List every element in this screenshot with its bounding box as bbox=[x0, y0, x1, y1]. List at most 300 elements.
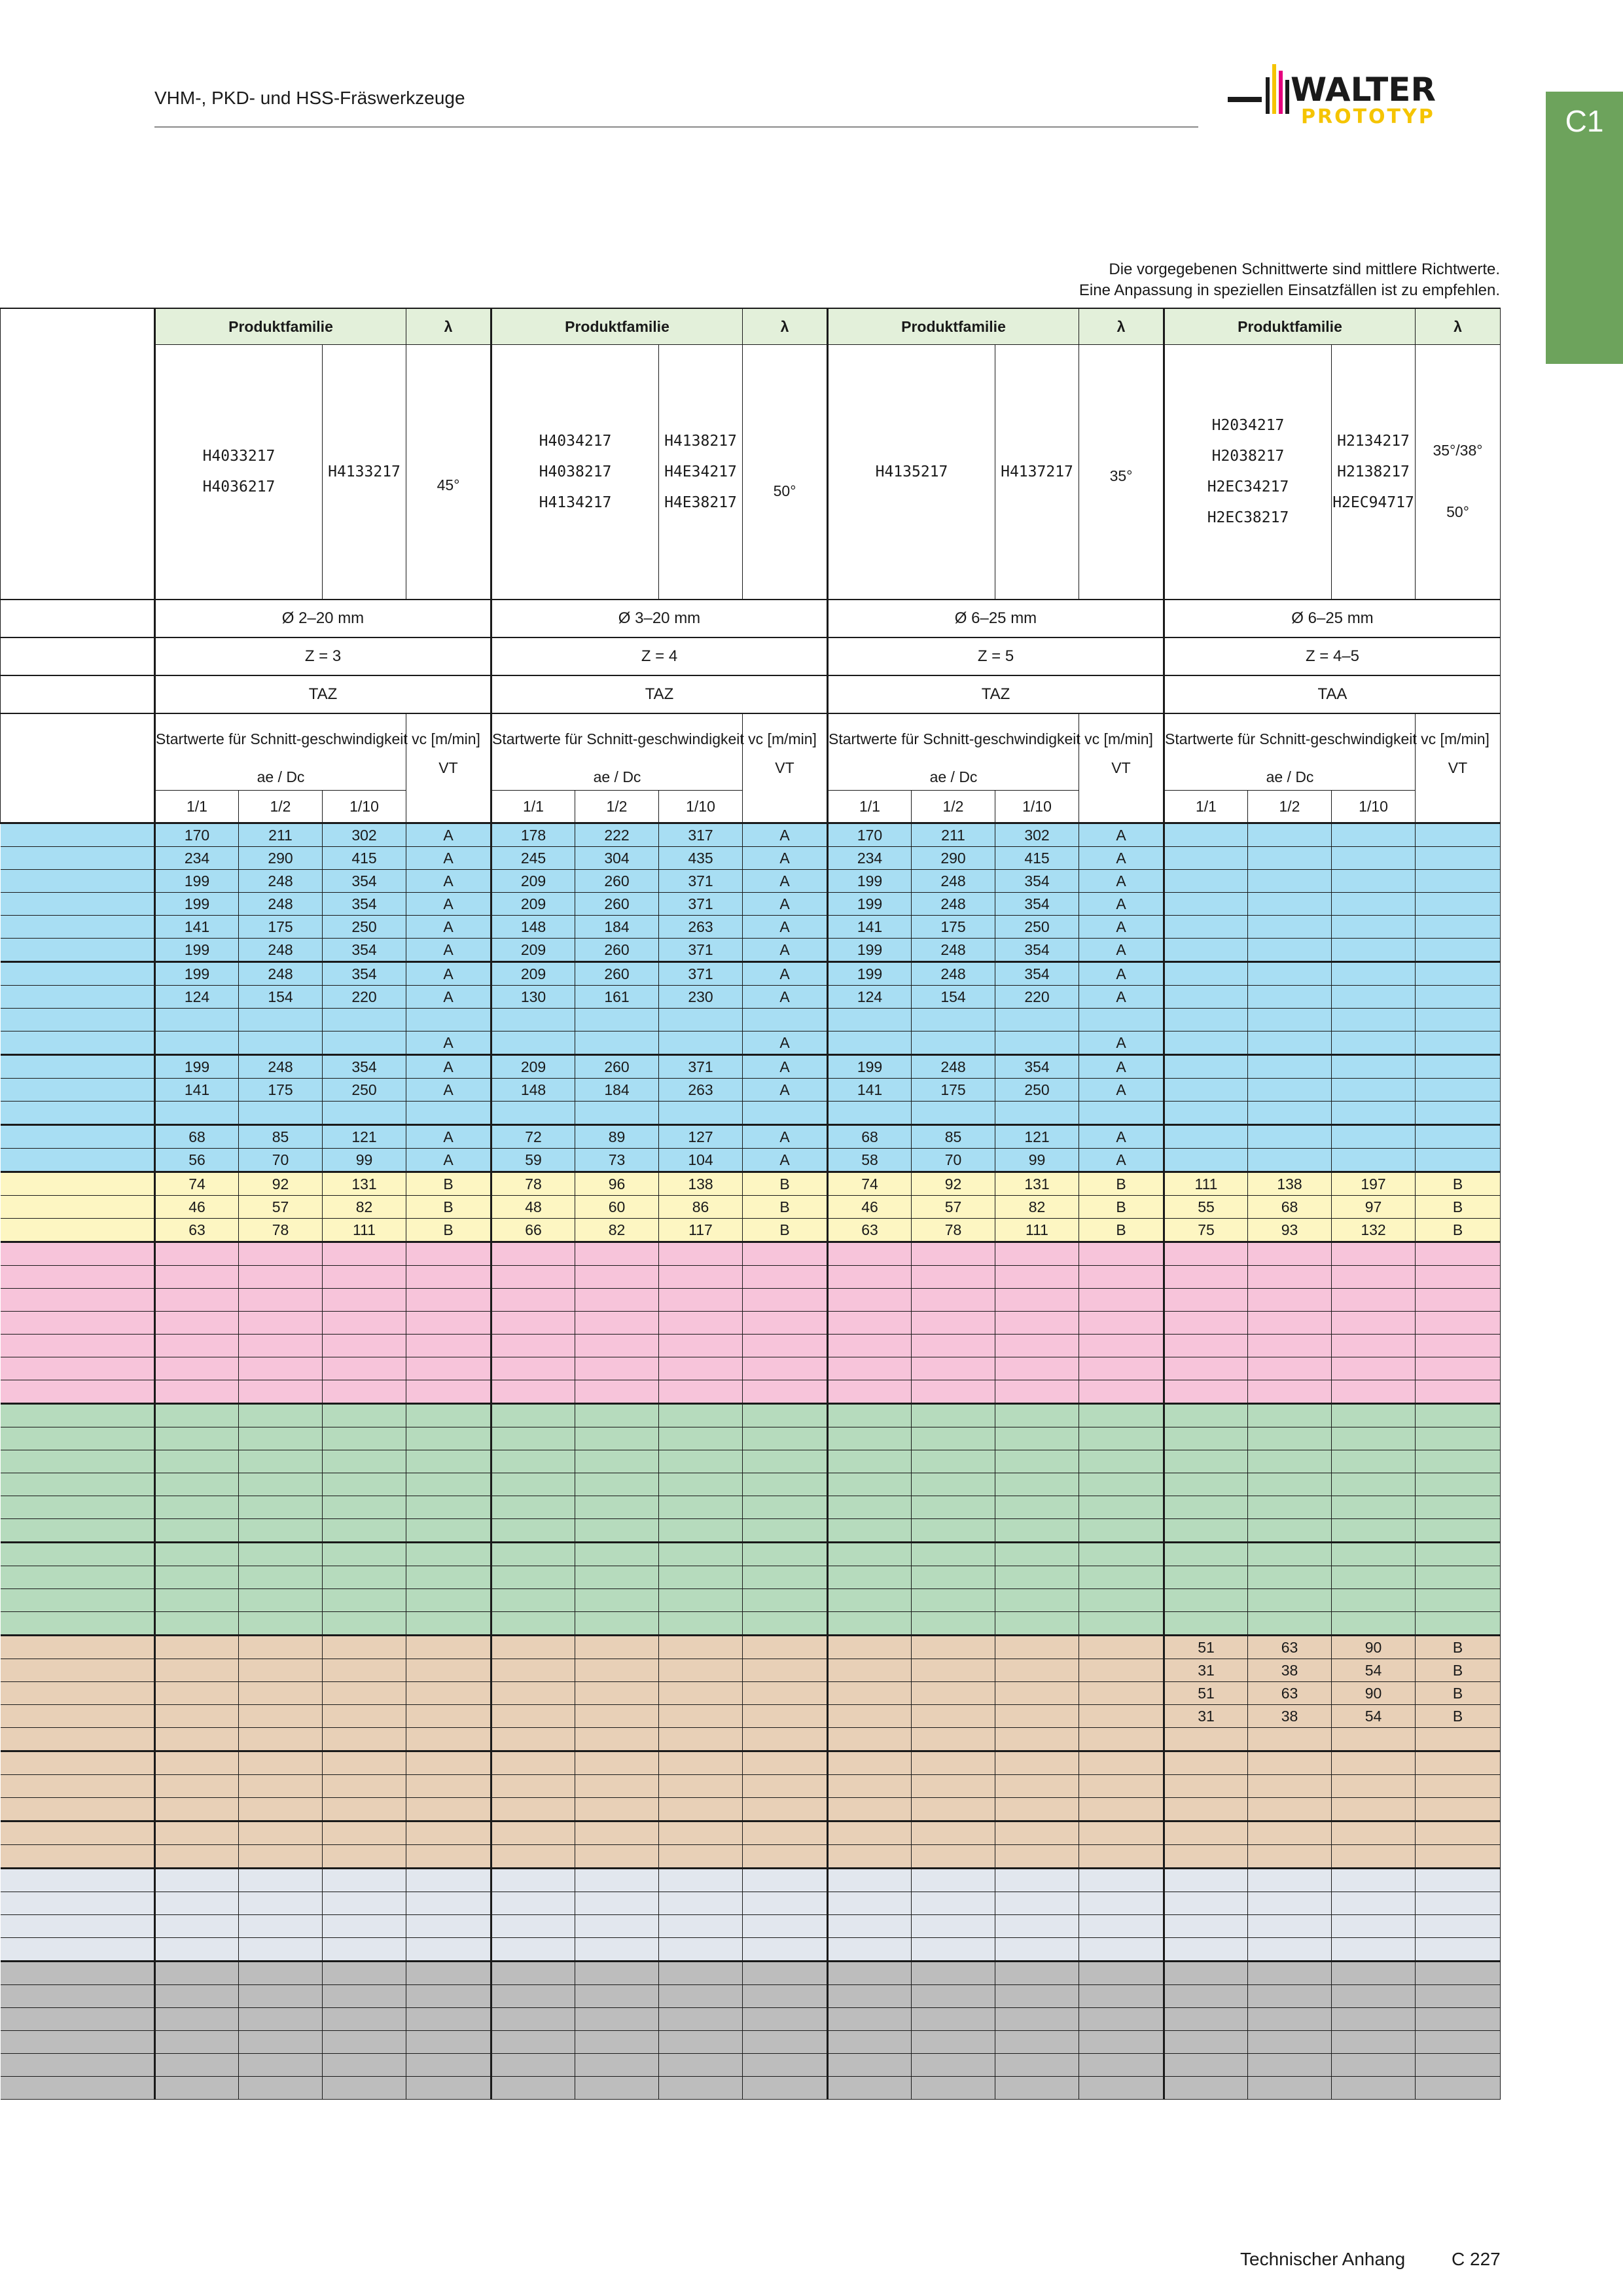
speed-cell bbox=[828, 1751, 912, 1775]
vt-cell bbox=[1079, 1312, 1164, 1335]
speed-cell: 57 bbox=[912, 1196, 995, 1219]
speed-cell bbox=[1248, 847, 1332, 870]
speed-cell: 63 bbox=[828, 1219, 912, 1242]
product-code: H2EC94717 bbox=[1332, 493, 1414, 511]
vt-cell bbox=[1079, 1636, 1164, 1659]
speed-cell: 354 bbox=[323, 962, 406, 986]
vt-cell bbox=[1416, 1149, 1501, 1172]
speed-cell bbox=[491, 1962, 575, 1985]
vt-cell bbox=[743, 1821, 828, 1845]
speed-cell bbox=[155, 1335, 239, 1357]
table-row bbox=[1, 847, 1501, 870]
table-row bbox=[1, 962, 1501, 986]
speed-cell bbox=[1164, 1357, 1248, 1380]
speed-cell bbox=[155, 1612, 239, 1636]
vt-cell bbox=[1416, 1102, 1501, 1125]
vt-header-4: VT bbox=[1416, 713, 1501, 823]
speed-cell bbox=[1164, 1031, 1248, 1055]
speed-cell bbox=[995, 1659, 1079, 1682]
speed-cell bbox=[659, 1357, 743, 1380]
speed-cell: 263 bbox=[659, 1079, 743, 1102]
speed-cell: 89 bbox=[575, 1125, 659, 1149]
speed-cell bbox=[912, 1427, 995, 1450]
vt-cell bbox=[1416, 1242, 1501, 1266]
speed-cell: 63 bbox=[1248, 1682, 1332, 1705]
table-row bbox=[1, 2054, 1501, 2077]
speed-cell bbox=[155, 1869, 239, 1892]
speed-cell bbox=[491, 2031, 575, 2054]
speed-cell: 302 bbox=[995, 823, 1079, 847]
speed-cell bbox=[1164, 2031, 1248, 2054]
speed-cell: 260 bbox=[575, 870, 659, 893]
speed-cell bbox=[1248, 1543, 1332, 1566]
speed-cell bbox=[828, 1915, 912, 1938]
vt-cell bbox=[743, 1380, 828, 1404]
speed-cell bbox=[491, 1728, 575, 1751]
vt-cell bbox=[406, 1242, 491, 1266]
vt-cell bbox=[406, 1380, 491, 1404]
material-row-label bbox=[1, 1196, 155, 1219]
speed-cell bbox=[491, 1519, 575, 1543]
vt-cell: A bbox=[406, 1055, 491, 1079]
speed-cell bbox=[1248, 1266, 1332, 1289]
speed-cell: 175 bbox=[239, 1079, 323, 1102]
speed-cell bbox=[323, 1821, 406, 1845]
speed-cell bbox=[575, 1798, 659, 1821]
speed-cell: 38 bbox=[1248, 1705, 1332, 1728]
speed-cell: 46 bbox=[828, 1196, 912, 1219]
speed-cell bbox=[1164, 1079, 1248, 1102]
speed-cell bbox=[912, 1985, 995, 2008]
speed-cell bbox=[912, 1751, 995, 1775]
speed-cell bbox=[1332, 1404, 1416, 1427]
speed-cell: 131 bbox=[995, 1172, 1079, 1196]
speed-cell: 73 bbox=[575, 1149, 659, 1172]
speed-cell: 141 bbox=[828, 1079, 912, 1102]
vt-cell bbox=[743, 1636, 828, 1659]
speed-cell bbox=[575, 1266, 659, 1289]
speed-cell bbox=[155, 1009, 239, 1031]
product-code: H4E34217 bbox=[664, 463, 737, 480]
product-code: H4137217 bbox=[1001, 463, 1073, 480]
vt-cell: A bbox=[1079, 1055, 1164, 1079]
speed-cell bbox=[1248, 1519, 1332, 1543]
diameter-3: Ø 6–25 mm bbox=[828, 600, 1164, 637]
speed-cell bbox=[659, 1473, 743, 1496]
speed-cell bbox=[912, 1335, 995, 1357]
material-row-label bbox=[1, 1728, 155, 1751]
speed-cell: 371 bbox=[659, 939, 743, 962]
speed-cell bbox=[575, 2054, 659, 2077]
vt-cell bbox=[1079, 1798, 1164, 1821]
product-code: H4034217 bbox=[539, 432, 612, 450]
table-row bbox=[1, 939, 1501, 962]
speed-cell bbox=[1332, 893, 1416, 916]
speed-cell bbox=[491, 1102, 575, 1125]
vt-cell bbox=[743, 1289, 828, 1312]
speed-cell bbox=[239, 1636, 323, 1659]
speed-cell bbox=[912, 1938, 995, 1962]
vt-cell bbox=[1416, 1938, 1501, 1962]
speed-cell bbox=[323, 1869, 406, 1892]
material-row-label bbox=[1, 1266, 155, 1289]
speed-cell bbox=[828, 1380, 912, 1404]
speed-cell: 92 bbox=[912, 1172, 995, 1196]
speed-cell bbox=[155, 2054, 239, 2077]
speed-cell bbox=[912, 1659, 995, 1682]
vt-cell bbox=[406, 1845, 491, 1869]
vt-cell bbox=[406, 1473, 491, 1496]
vt-cell bbox=[1416, 1380, 1501, 1404]
vt-cell: B bbox=[1416, 1705, 1501, 1728]
table-row bbox=[1, 1519, 1501, 1543]
vt-cell bbox=[1416, 1751, 1501, 1775]
speed-cell bbox=[323, 1496, 406, 1519]
speed-cell bbox=[1164, 962, 1248, 986]
speed-cell bbox=[995, 1962, 1079, 1985]
vt-cell bbox=[406, 1821, 491, 1845]
speed-cell bbox=[239, 1612, 323, 1636]
vt-cell bbox=[1416, 1473, 1501, 1496]
speed-cell: 371 bbox=[659, 962, 743, 986]
speed-cell bbox=[1248, 1775, 1332, 1798]
vt-cell bbox=[1416, 2008, 1501, 2031]
speed-cell bbox=[1248, 2031, 1332, 2054]
speed-cell bbox=[155, 1031, 239, 1055]
vt-cell: A bbox=[743, 823, 828, 847]
speed-cell bbox=[659, 1404, 743, 1427]
speed-cell bbox=[1164, 1125, 1248, 1149]
material-row-label bbox=[1, 1079, 155, 1102]
speed-cell: 82 bbox=[575, 1219, 659, 1242]
speed-cell bbox=[155, 1242, 239, 1266]
speed-cell bbox=[995, 1357, 1079, 1380]
material-row-label bbox=[1, 916, 155, 939]
speed-cell: 199 bbox=[155, 1055, 239, 1079]
speed-cell: 354 bbox=[323, 893, 406, 916]
speed-cell bbox=[323, 2054, 406, 2077]
speed-cell bbox=[575, 1869, 659, 1892]
product-code: H2EC34217 bbox=[1207, 478, 1289, 495]
speed-cell bbox=[995, 1728, 1079, 1751]
speed-cell bbox=[323, 1985, 406, 2008]
speed-cell bbox=[1332, 1125, 1416, 1149]
speed-cell bbox=[239, 1962, 323, 1985]
speed-cell bbox=[1164, 1427, 1248, 1450]
material-row-label bbox=[1, 1380, 155, 1404]
speed-cell bbox=[659, 1682, 743, 1705]
ratio-3-1: 1/1 bbox=[828, 791, 912, 823]
speed-cell bbox=[575, 1845, 659, 1869]
product-list-3b bbox=[995, 345, 1079, 600]
speed-cell: 127 bbox=[659, 1125, 743, 1149]
speed-cell bbox=[1164, 1962, 1248, 1985]
speed-cell bbox=[1164, 1496, 1248, 1519]
speed-cell bbox=[155, 1543, 239, 1566]
material-row-label bbox=[1, 1219, 155, 1242]
speed-cell: 302 bbox=[323, 823, 406, 847]
speed-cell bbox=[155, 1566, 239, 1589]
vt-cell bbox=[406, 1312, 491, 1335]
speed-cell: 141 bbox=[155, 1079, 239, 1102]
speed-cell bbox=[1332, 1845, 1416, 1869]
vt-cell bbox=[406, 1496, 491, 1519]
speed-cell bbox=[491, 1938, 575, 1962]
speed-cell bbox=[912, 1543, 995, 1566]
speed-cell bbox=[239, 1728, 323, 1751]
speed-cell bbox=[1332, 1427, 1416, 1450]
vt-cell bbox=[1416, 1543, 1501, 1566]
vt-cell bbox=[743, 1335, 828, 1357]
header-lambda-3: λ bbox=[1079, 308, 1164, 345]
product-codes-row bbox=[1, 345, 1501, 600]
speed-cell: 138 bbox=[1248, 1172, 1332, 1196]
speed-cell: 199 bbox=[155, 939, 239, 962]
speed-cell: 154 bbox=[912, 986, 995, 1009]
table-row bbox=[1, 986, 1501, 1009]
speed-cell bbox=[575, 1380, 659, 1404]
speed-cell bbox=[828, 1659, 912, 1682]
startwerte-label-3: Startwerte für Schnitt-geschwindigkeit vc [m/min] bbox=[828, 713, 1079, 764]
material-row-label bbox=[1, 1915, 155, 1938]
speed-cell: 209 bbox=[491, 893, 575, 916]
speed-cell bbox=[912, 1705, 995, 1728]
speed-cell bbox=[323, 1751, 406, 1775]
speed-cell: 170 bbox=[155, 823, 239, 847]
ratio-3-2: 1/2 bbox=[912, 791, 995, 823]
speed-cell: 141 bbox=[155, 916, 239, 939]
product-list-2b bbox=[659, 345, 743, 600]
vt-cell bbox=[406, 1519, 491, 1543]
material-row-label bbox=[1, 2054, 155, 2077]
vt-header-3: VT bbox=[1079, 713, 1164, 823]
speed-cell: 54 bbox=[1332, 1705, 1416, 1728]
speed-cell bbox=[1332, 1450, 1416, 1473]
speed-cell bbox=[912, 1242, 995, 1266]
table-row bbox=[1, 1845, 1501, 1869]
speed-cell bbox=[1248, 1357, 1332, 1380]
vt-cell: A bbox=[743, 916, 828, 939]
speed-cell bbox=[491, 1335, 575, 1357]
speed-cell bbox=[1248, 1031, 1332, 1055]
speed-cell: 199 bbox=[828, 962, 912, 986]
speed-cell bbox=[239, 1915, 323, 1938]
speed-cell bbox=[491, 1496, 575, 1519]
vt-cell bbox=[406, 1009, 491, 1031]
speed-cell bbox=[995, 1519, 1079, 1543]
material-row-label bbox=[1, 1682, 155, 1705]
vt-cell: A bbox=[743, 1125, 828, 1149]
speed-cell bbox=[491, 1682, 575, 1705]
vt-cell bbox=[743, 1427, 828, 1450]
speed-cell bbox=[155, 1705, 239, 1728]
speed-cell bbox=[1248, 1751, 1332, 1775]
speed-cell: 121 bbox=[323, 1125, 406, 1149]
vt-cell: A bbox=[743, 962, 828, 986]
vt-cell bbox=[1079, 1335, 1164, 1357]
speed-cell bbox=[323, 1775, 406, 1798]
speed-cell bbox=[491, 1242, 575, 1266]
vt-cell bbox=[1416, 1312, 1501, 1335]
speed-cell bbox=[155, 1751, 239, 1775]
speed-cell bbox=[1164, 1312, 1248, 1335]
speed-cell bbox=[1248, 1985, 1332, 2008]
vt-cell: A bbox=[1079, 1149, 1164, 1172]
speed-cell bbox=[659, 1869, 743, 1892]
speed-cell bbox=[828, 1357, 912, 1380]
table-row bbox=[1, 870, 1501, 893]
vt-cell bbox=[1079, 1821, 1164, 1845]
vt-cell bbox=[1416, 1519, 1501, 1543]
speed-cell bbox=[828, 2077, 912, 2100]
speed-cell bbox=[1164, 1612, 1248, 1636]
speed-cell bbox=[155, 1636, 239, 1659]
material-row-label bbox=[1, 1962, 155, 1985]
speed-cell bbox=[155, 1519, 239, 1543]
speed-cell bbox=[1248, 1566, 1332, 1589]
speed-cell bbox=[323, 2008, 406, 2031]
speed-cell bbox=[1332, 1079, 1416, 1102]
material-row-label bbox=[1, 1312, 155, 1335]
speed-cell: 161 bbox=[575, 986, 659, 1009]
speed-cell bbox=[1164, 1938, 1248, 1962]
speed-cell bbox=[995, 2077, 1079, 2100]
table-row bbox=[1, 916, 1501, 939]
vt-cell bbox=[1079, 1962, 1164, 1985]
product-code: H4038217 bbox=[539, 463, 612, 480]
speed-cell bbox=[828, 1705, 912, 1728]
speed-cell: 56 bbox=[155, 1149, 239, 1172]
speed-cell bbox=[575, 1636, 659, 1659]
material-row-label bbox=[1, 986, 155, 1009]
speed-cell bbox=[1332, 1519, 1416, 1543]
vt-cell bbox=[1079, 1102, 1164, 1125]
speed-cell bbox=[155, 1450, 239, 1473]
speed-cell bbox=[659, 1751, 743, 1775]
speed-cell bbox=[575, 1751, 659, 1775]
header-product-family-3: Produktfamilie bbox=[828, 308, 1079, 345]
speed-cell bbox=[575, 1289, 659, 1312]
speed-cell bbox=[995, 1845, 1079, 1869]
header-product-family-2: Produktfamilie bbox=[491, 308, 743, 345]
startwerte-row bbox=[1, 713, 1501, 764]
vt-cell bbox=[743, 1242, 828, 1266]
speed-cell bbox=[1164, 1009, 1248, 1031]
vt-cell bbox=[743, 2077, 828, 2100]
vt-cell bbox=[1079, 1915, 1164, 1938]
vt-cell bbox=[1416, 939, 1501, 962]
vt-cell: A bbox=[743, 1031, 828, 1055]
speed-cell bbox=[995, 1612, 1079, 1636]
vt-cell bbox=[406, 1266, 491, 1289]
footer-page-number: C 227 bbox=[1452, 2249, 1501, 2269]
speed-cell bbox=[239, 1289, 323, 1312]
tool-type-4: TAA bbox=[1164, 675, 1501, 713]
speed-cell bbox=[239, 1404, 323, 1427]
speed-cell bbox=[659, 1589, 743, 1612]
speed-cell bbox=[1164, 870, 1248, 893]
vt-cell bbox=[406, 1915, 491, 1938]
speed-cell bbox=[1164, 1915, 1248, 1938]
vt-cell bbox=[1079, 1892, 1164, 1915]
speed-cell bbox=[912, 1566, 995, 1589]
speed-cell bbox=[828, 2031, 912, 2054]
speed-cell bbox=[828, 1775, 912, 1798]
speed-cell bbox=[659, 1289, 743, 1312]
vt-cell bbox=[743, 1985, 828, 2008]
speed-cell: 199 bbox=[828, 939, 912, 962]
vt-cell bbox=[1079, 1473, 1164, 1496]
vt-cell bbox=[743, 2054, 828, 2077]
vt-cell bbox=[406, 1543, 491, 1566]
speed-cell bbox=[1332, 1242, 1416, 1266]
ae-dc-label-3: ae / Dc bbox=[828, 764, 1079, 791]
vt-cell bbox=[1416, 1612, 1501, 1636]
speed-cell bbox=[1332, 2008, 1416, 2031]
speed-cell bbox=[1332, 1055, 1416, 1079]
speed-cell: 170 bbox=[828, 823, 912, 847]
vt-cell bbox=[1416, 1289, 1501, 1312]
speed-cell bbox=[239, 2077, 323, 2100]
speed-cell bbox=[659, 1845, 743, 1869]
speed-cell: 209 bbox=[491, 870, 575, 893]
lambda-value-2: 50° bbox=[743, 345, 828, 600]
speed-cell bbox=[323, 2031, 406, 2054]
speed-cell bbox=[995, 1869, 1079, 1892]
material-row-label bbox=[1, 1125, 155, 1149]
speed-cell bbox=[575, 1543, 659, 1566]
speed-cell bbox=[575, 1915, 659, 1938]
speed-cell bbox=[995, 1404, 1079, 1427]
speed-cell bbox=[1332, 1985, 1416, 2008]
speed-cell bbox=[828, 1821, 912, 1845]
vt-cell bbox=[1416, 1357, 1501, 1380]
speed-cell bbox=[239, 1266, 323, 1289]
speed-cell: 97 bbox=[1332, 1196, 1416, 1219]
speed-cell bbox=[491, 1659, 575, 1682]
speed-cell bbox=[659, 1612, 743, 1636]
speed-cell bbox=[659, 1496, 743, 1519]
speed-cell bbox=[828, 1612, 912, 1636]
speed-cell: 317 bbox=[659, 823, 743, 847]
speed-cell bbox=[1248, 1125, 1332, 1149]
speed-cell bbox=[155, 1798, 239, 1821]
ae-dc-label-1: ae / Dc bbox=[155, 764, 406, 791]
speed-cell: 209 bbox=[491, 1055, 575, 1079]
speed-cell: 92 bbox=[239, 1172, 323, 1196]
speed-cell: 250 bbox=[995, 916, 1079, 939]
vt-cell: B bbox=[1079, 1219, 1164, 1242]
table-row bbox=[1, 1659, 1501, 1682]
tool-type-3: TAZ bbox=[828, 675, 1164, 713]
speed-cell bbox=[828, 1009, 912, 1031]
speed-cell: 63 bbox=[1248, 1636, 1332, 1659]
table-row bbox=[1, 1102, 1501, 1125]
speed-cell bbox=[155, 2077, 239, 2100]
speed-cell bbox=[912, 1473, 995, 1496]
speed-cell: 178 bbox=[491, 823, 575, 847]
speed-cell bbox=[491, 1985, 575, 2008]
speed-cell bbox=[1332, 1473, 1416, 1496]
speed-cell bbox=[1164, 1775, 1248, 1798]
speed-cell bbox=[491, 1869, 575, 1892]
speed-cell bbox=[155, 1404, 239, 1427]
vt-cell bbox=[743, 1775, 828, 1798]
speed-cell: 248 bbox=[912, 962, 995, 986]
speed-cell bbox=[912, 1519, 995, 1543]
speed-cell bbox=[239, 1450, 323, 1473]
speed-cell bbox=[1248, 1589, 1332, 1612]
